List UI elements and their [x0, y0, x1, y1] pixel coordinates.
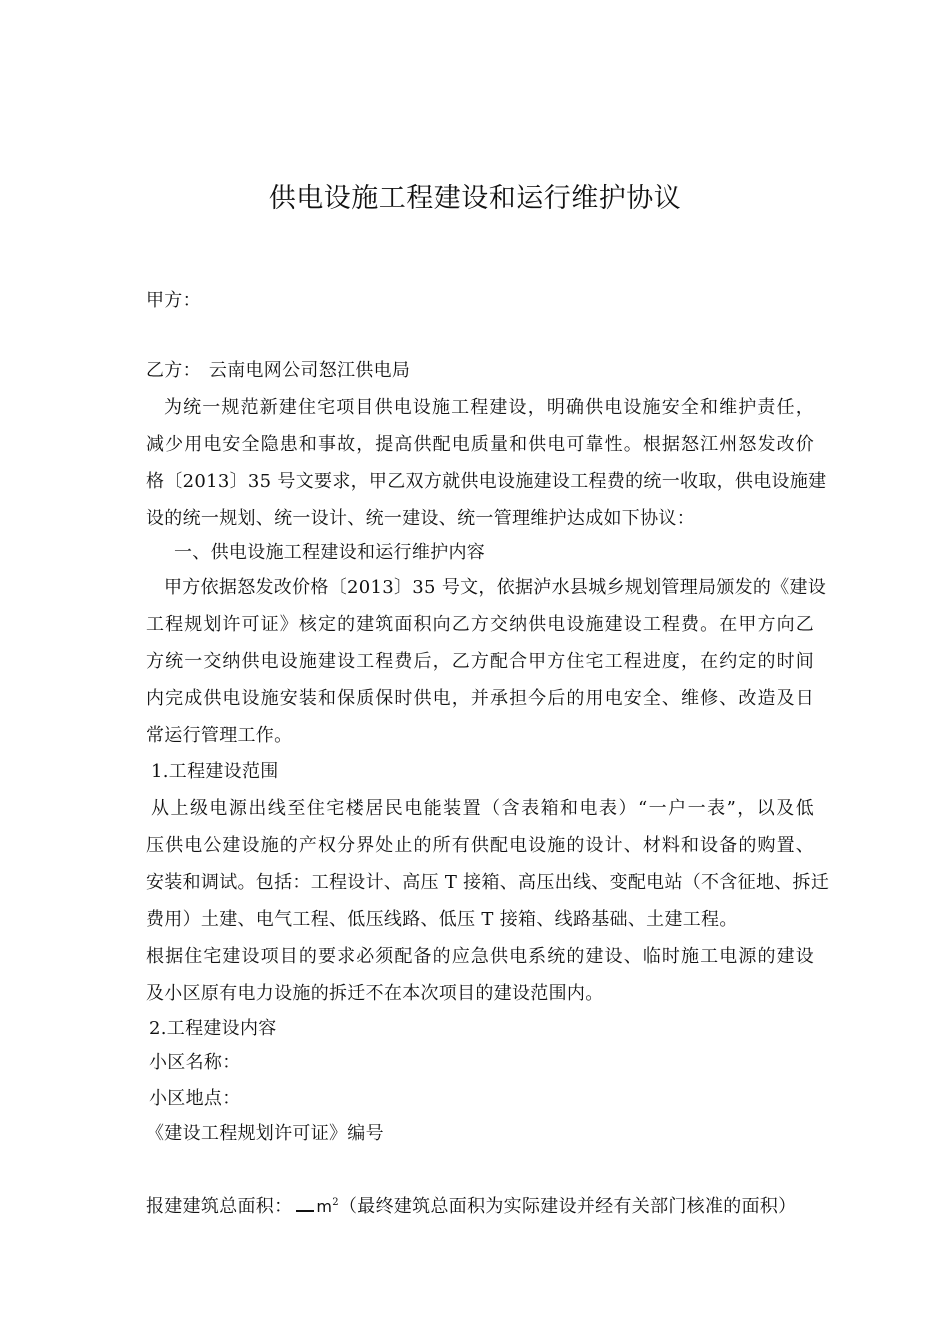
area-label: 报建建筑总面积：	[146, 1196, 293, 1217]
section1-line: 常运行管理工作。	[146, 725, 293, 746]
area-line	[146, 1191, 814, 1219]
party-b-line	[146, 359, 814, 383]
sub1-heading: 1.工程建设范围	[151, 761, 279, 782]
community-location-label: 小区地点：	[149, 1088, 241, 1109]
document-title: 供电设施工程建设和运行维护协议	[268, 183, 682, 214]
section1-line: 方统一交纳供电设施建设工程费后，乙方配合甲方住宅工程进度，在约定的时间	[146, 651, 814, 672]
sub1-line: 压供电公建设施的产权分界处止的所有供配电设施的设计、材料和设备的购置、	[146, 835, 814, 856]
section1-line: 工程规划许可证》核定的建筑面积向乙方交纳供电设施建设工程费。在甲方向乙	[146, 614, 814, 635]
intro-line: 减少用电安全隐患和事故，提高供配电质量和供电可靠性。根据怒江州怒发改价	[146, 434, 814, 455]
section1-heading: 一、供电设施工程建设和运行维护内容	[174, 542, 486, 563]
area-unit: m	[316, 1197, 333, 1216]
sub1-line: 根据住宅建设项目的要求必须配备的应急供电系统的建设、临时施工电源的建设	[146, 946, 814, 967]
area-blank	[296, 1194, 314, 1212]
area-unit-sup: 2	[332, 1197, 339, 1208]
sub2-heading: 2.工程建设内容	[149, 1018, 277, 1039]
intro-line: 设的统一规划、统一设计、统一建设、统一管理维护达成如下协议：	[146, 508, 695, 529]
intro-line: 格〔2013〕35 号文要求，甲乙双方就供电设施建设工程费的统一收取，供电设施建	[146, 471, 827, 492]
permit-label: 《建设工程规划许可证》编号	[146, 1123, 384, 1144]
intro-line: 为统一规范新建住宅项目供电设施工程建设，明确供电设施安全和维护责任，	[164, 397, 814, 418]
sub1-line: 安装和调试。包括：工程设计、高压 T 接箱、高压出线、变配电站（不含征地、拆迁	[146, 872, 830, 893]
section1-line: 内完成供电设施安装和保质保时供电，并承担今后的用电安全、维修、改造及日	[146, 688, 814, 709]
party-b-value: 云南电网公司怒江供电局	[208, 360, 411, 381]
party-b-label: 乙方：	[146, 360, 201, 381]
sub1-line: 从上级电源出线至住宅楼居民电能装置（含表箱和电表）“一户一表”，以及低	[151, 798, 814, 819]
section1-line: 甲方依据怒发改价格〔2013〕35 号文，依据泸水县城乡规划管理局颁发的《建设	[164, 577, 827, 598]
party-a-label: 甲方：	[146, 290, 201, 311]
community-name-label: 小区名称：	[149, 1052, 241, 1073]
sub1-line: 及小区原有电力设施的拆迁不在本次项目的建设范围内。	[146, 983, 604, 1004]
sub1-line: 费用）土建、电气工程、低压线路、低压 T 接箱、线路基础、土建工程。	[146, 909, 738, 930]
area-note: （最终建筑总面积为实际建设并经有关部门核准的面积）	[338, 1196, 797, 1217]
